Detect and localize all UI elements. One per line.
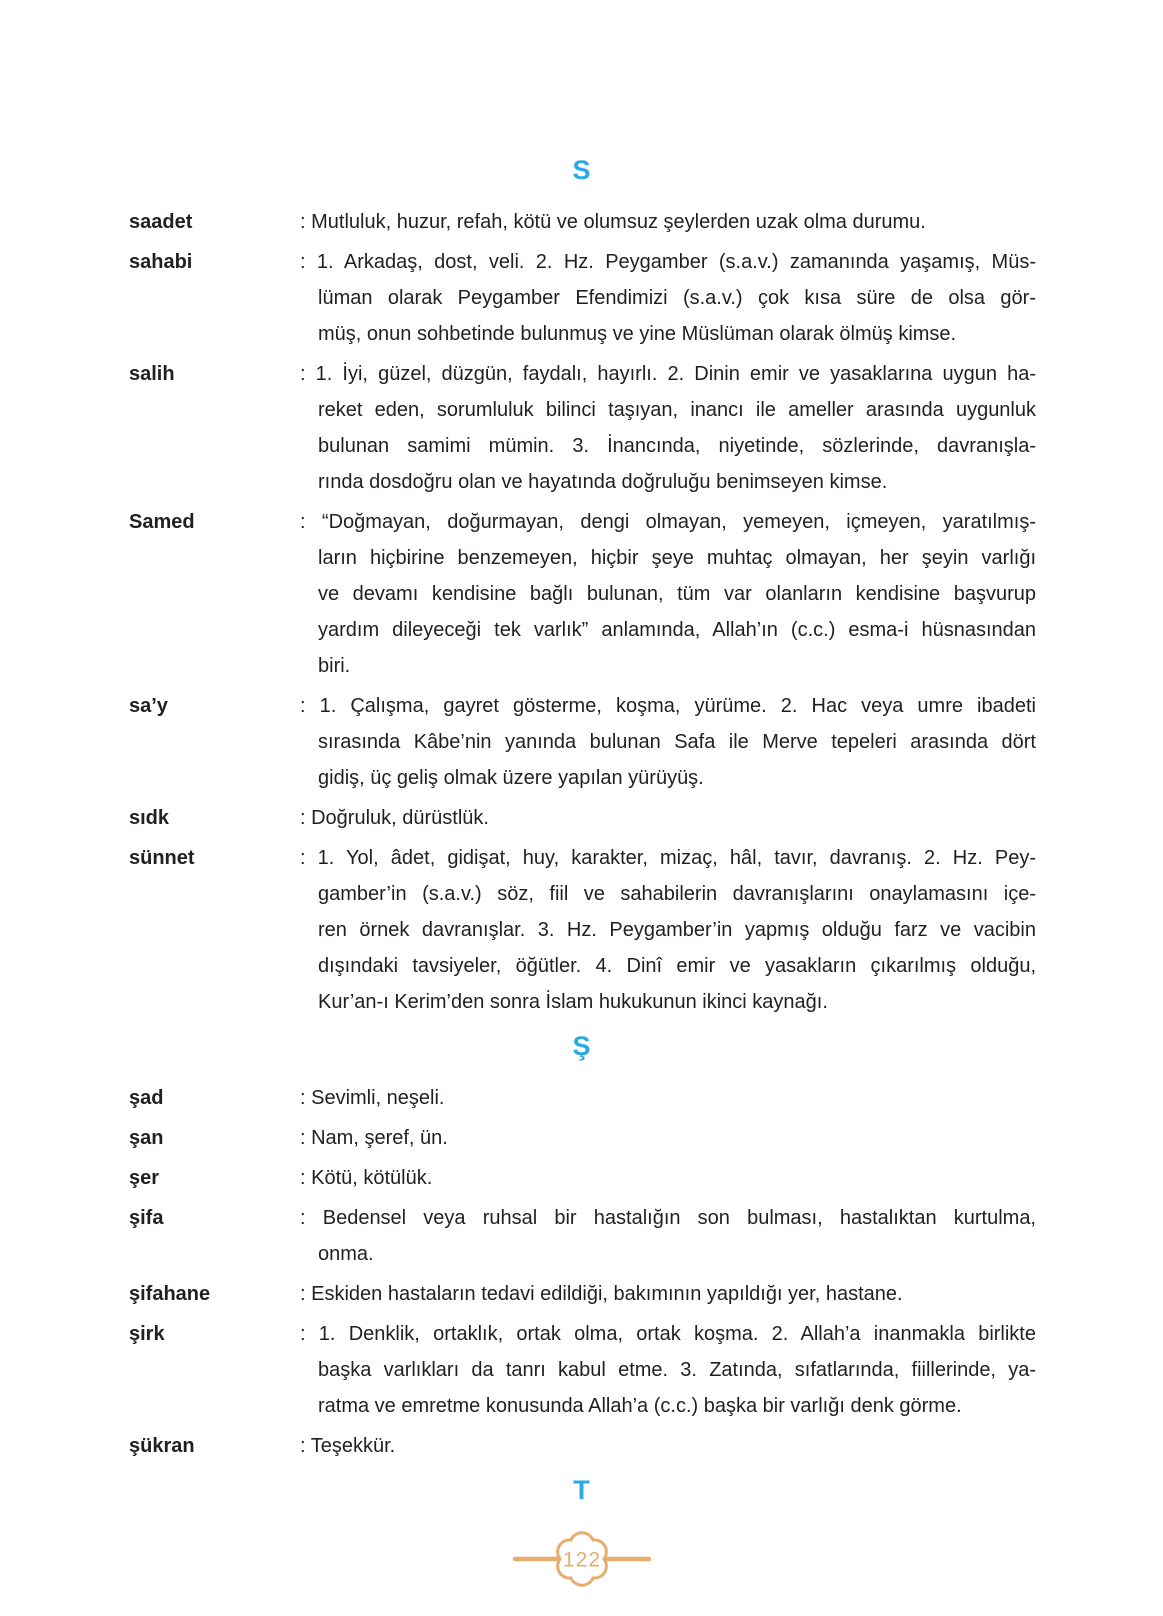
entry-definition xyxy=(300,1120,1036,1156)
section-header-ş: Ş xyxy=(572,1031,591,1061)
definition-line: bulunan samimi mümin. 3. İnancında, niyetinde, sözlerinde, davranışla- xyxy=(318,435,1036,457)
definition-line: rında dosdoğru olan ve hayatında doğruluğu benimseyen kimse. xyxy=(318,471,888,493)
definition-line: ların hiçbirine benzemeyen, hiçbir şeye muhtaç olmayan, her şeyin varlığı xyxy=(318,547,1036,569)
entry-definition xyxy=(300,504,1036,684)
entry-term: Samed xyxy=(129,511,195,533)
entry-definition xyxy=(300,1200,1036,1272)
entry-term: sıdk xyxy=(129,807,170,829)
glossary-entry xyxy=(0,356,1163,500)
definition-line: sırasında Kâbe’nin yanında bulunan Safa ile Merve tepeleri arasında dört xyxy=(318,731,1036,753)
glossary-entry xyxy=(0,1120,1163,1156)
glossary-entry xyxy=(0,1080,1163,1116)
glossary-entry xyxy=(0,244,1163,352)
entry-definition xyxy=(300,800,1036,836)
glossary-entry xyxy=(0,504,1163,684)
definition-line: başka varlıkları da tanrı kabul etme. 3. Zatında, sıfatlarında, fiillerinde, ya- xyxy=(318,1359,1036,1381)
definition-line: : 1. Yol, âdet, gidişat, huy, karakter, mizaç, hâl, tavır, davranış. 2. Hz. Pey- xyxy=(300,847,1036,869)
entry-definition xyxy=(300,244,1036,352)
entry-term: şükran xyxy=(129,1435,195,1457)
definition-line: : 1. Arkadaş, dost, veli. 2. Hz. Peygamber (s.a.v.) zamanında yaşamış, Müs- xyxy=(300,251,1036,273)
definition-line: gidiş, üç geliş olmak üzere yapılan yürüyüş. xyxy=(318,767,704,789)
entry-definition xyxy=(300,688,1036,796)
definition-line: biri. xyxy=(318,655,351,677)
page-number: 122 xyxy=(562,1548,601,1572)
definition-line: : 1. Denklik, ortaklık, ortak olma, ortak koşma. 2. Allah’a inanmakla birlikte xyxy=(300,1323,1036,1345)
entry-definition xyxy=(300,840,1036,1020)
entry-definition xyxy=(300,204,1036,240)
definition-line: gamber’in (s.a.v.) söz, fiil ve sahabilerin davranışlarını onaylamasını içe- xyxy=(318,883,1036,905)
entry-term: sünnet xyxy=(129,847,195,869)
definition-line: lüman olarak Peygamber Efendimizi (s.a.v.) çok kısa süre de olsa gör- xyxy=(318,287,1036,309)
definition-line: : Mutluluk, huzur, refah, kötü ve olumsuz şeylerden uzak olma durumu. xyxy=(300,211,926,233)
entry-definition xyxy=(300,1080,1036,1116)
definition-line: : Kötü, kötülük. xyxy=(300,1167,433,1189)
glossary-entry xyxy=(0,204,1163,240)
definition-line: : 1. Çalışma, gayret gösterme, koşma, yürüme. 2. Hac veya umre ibadeti xyxy=(300,695,1036,717)
entry-term: sahabi xyxy=(129,251,193,273)
glossary-entry xyxy=(0,1200,1163,1272)
entry-definition xyxy=(300,356,1036,500)
definition-line: reket eden, sorumluluk bilinci taşıyan, inancı ile ameller arasında uygunluk xyxy=(318,399,1036,421)
entry-term: şifa xyxy=(129,1207,164,1229)
glossary-entry xyxy=(0,1428,1163,1464)
definition-line: müş, onun sohbetinde bulunmuş ve yine Müslüman olarak ölmüş kimse. xyxy=(318,323,957,345)
glossary-entry xyxy=(0,840,1163,1020)
glossary-entry xyxy=(0,688,1163,796)
definition-line: : Doğruluk, dürüstlük. xyxy=(300,807,489,829)
entry-term: salih xyxy=(129,363,175,385)
definition-line: ren örnek davranışlar. 3. Hz. Peygamber’in yapmış olduğu farz ve vacibin xyxy=(318,919,1036,941)
entry-term: saadet xyxy=(129,211,193,233)
entry-term: şer xyxy=(129,1167,160,1189)
entry-definition xyxy=(300,1276,1036,1312)
definition-line: : 1. İyi, güzel, düzgün, faydalı, hayırlı. 2. Dinin emir ve yasaklarına uygun ha- xyxy=(300,363,1036,385)
definition-line: : Teşekkür. xyxy=(300,1435,396,1457)
definition-line: dışındaki tavsiyeler, öğütler. 4. Dinî emir ve yasakların çıkarılmış olduğu, xyxy=(318,955,1036,977)
definition-line: : “Doğmayan, doğurmayan, dengi olmayan, yemeyen, içmeyen, yaratılmış- xyxy=(300,511,1036,533)
glossary-entry xyxy=(0,1160,1163,1196)
entry-definition xyxy=(300,1316,1036,1424)
definition-line: : Bedensel veya ruhsal bir hastalığın son bulması, hastalıktan kurtulma, xyxy=(300,1207,1036,1229)
section-header-t: T xyxy=(573,1475,590,1505)
page-footer xyxy=(0,1524,1163,1599)
glossary-entry xyxy=(0,1276,1163,1312)
page-number-ornament xyxy=(512,1524,652,1594)
entry-definition xyxy=(300,1428,1036,1464)
definition-line: ratma ve emretme konusunda Allah’a (c.c.) başka bir varlığı denk görme. xyxy=(318,1395,962,1417)
glossary-entry xyxy=(0,800,1163,836)
definition-line: onma. xyxy=(318,1243,374,1265)
entry-definition xyxy=(300,1160,1036,1196)
entry-term: şan xyxy=(129,1127,164,1149)
entry-term: şad xyxy=(129,1087,164,1109)
entry-term: şirk xyxy=(129,1323,165,1345)
glossary-entry xyxy=(0,1316,1163,1424)
definition-line: : Nam, şeref, ün. xyxy=(300,1127,448,1149)
definition-line: yardım dileyeceği tek varlık” anlamında, Allah’ın (c.c.) esma-i hüsnasından xyxy=(318,619,1036,641)
definition-line: Kur’an-ı Kerim’den sonra İslam hukukunun ikinci kaynağı. xyxy=(318,991,828,1013)
definition-line: : Sevimli, neşeli. xyxy=(300,1087,445,1109)
entry-term: şifahane xyxy=(129,1283,211,1305)
definition-line: : Eskiden hastaların tedavi edildiği, bakımının yapıldığı yer, hastane. xyxy=(300,1283,903,1305)
section-header-s: S xyxy=(572,155,591,185)
definition-line: ve devamı kendisine bağlı bulunan, tüm var olanların kendisine başvurup xyxy=(318,583,1036,605)
entry-term: sa’y xyxy=(129,695,168,717)
